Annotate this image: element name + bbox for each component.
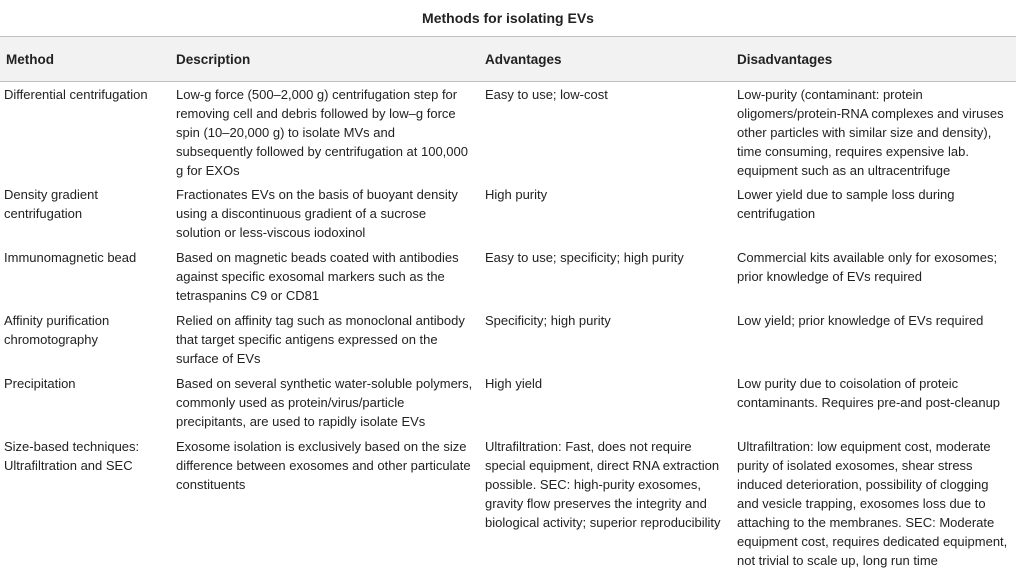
cell-method: Immunomagnetic bead <box>4 250 137 265</box>
table-row <box>0 82 1016 183</box>
cell-method: Size-based techniques: Ultrafiltration and SEC <box>4 439 140 473</box>
cell-description: Fractionates EVs on the basis of buoyant density using a discontinuous gradient of a sucrose solution or less-viscous iodoxinol <box>176 187 458 240</box>
cell-disadvantages: Low purity due to coisolation of proteic contaminants. Requires pre-and post-cleanup <box>737 376 1001 410</box>
header-disadvantages: Disadvantages <box>731 37 1016 82</box>
table-row <box>0 308 1016 371</box>
header-row <box>0 37 1016 82</box>
cell-description: Based on several synthetic water-soluble polymers, commonly used as protein/virus/particle precipitants, are used to rapidly isolate EVs <box>176 376 473 429</box>
header-description: Description <box>170 37 479 82</box>
cell-method: Precipitation <box>4 376 76 391</box>
cell-disadvantages: Low yield; prior knowledge of EVs required <box>737 313 984 328</box>
cell-method: Differential centrifugation <box>4 87 148 102</box>
cell-disadvantages: Low-purity (contaminant: protein oligomers/protein-RNA complexes and viruses other particles with similar size and density), time consuming, requires expensive lab. equipment such as an ultracentrifuge <box>737 87 1004 178</box>
cell-advantages: Easy to use; specificity; high purity <box>485 250 684 265</box>
cell-disadvantages: Lower yield due to sample loss during centrifugation <box>737 187 955 221</box>
ev-methods-table <box>0 37 1016 572</box>
header-method: Method <box>0 37 170 82</box>
cell-advantages: Specificity; high purity <box>485 313 611 328</box>
cell-disadvantages: Commercial kits available only for exosomes; prior knowledge of EVs required <box>737 250 998 284</box>
table-title: Methods for isolating EVs <box>0 0 1016 37</box>
cell-advantages: High purity <box>485 187 548 202</box>
cell-disadvantages: Ultrafiltration: low equipment cost, moderate purity of isolated exosomes, shear stress induced deterioration, possibility of clogging and vesicle trapping, exosomes loss due to attaching to the membranes. SEC: Moderate equipment cost, requires dedicated equipment, not trivial to scale up, long run time <box>737 439 1008 568</box>
cell-description: Low-g force (500–2,000 g) centrifugation step for removing cell and debris followed by low–g force spin (10–20,000 g) to isolate MVs and subsequently followed by centrifugation at 100,000 g for EXOs <box>176 87 468 178</box>
cell-method: Affinity purification chromotography <box>4 313 110 347</box>
table-row <box>0 371 1016 434</box>
cell-description: Exosome isolation is exclusively based on the size difference between exosomes and other particulate constituents <box>176 439 471 492</box>
cell-advantages: High yield <box>485 376 543 391</box>
table-row <box>0 245 1016 308</box>
cell-advantages: Ultrafiltration: Fast, does not require special equipment, direct RNA extraction possible. SEC: high-purity exosomes, gravity flow preserves the integrity and biological activity; superior reproducibility <box>485 439 721 530</box>
cell-advantages: Easy to use; low-cost <box>485 87 608 102</box>
table-row <box>0 182 1016 245</box>
cell-method: Density gradient centrifugation <box>4 187 98 221</box>
cell-description: Based on magnetic beads coated with antibodies against specific exosomal markers such as the tetraspanins C9 or CD81 <box>176 250 459 303</box>
header-advantages: Advantages <box>479 37 731 82</box>
table-row <box>0 434 1016 572</box>
cell-description: Relied on affinity tag such as monoclonal antibody that target specific antigens expressed on the surface of EVs <box>176 313 465 366</box>
